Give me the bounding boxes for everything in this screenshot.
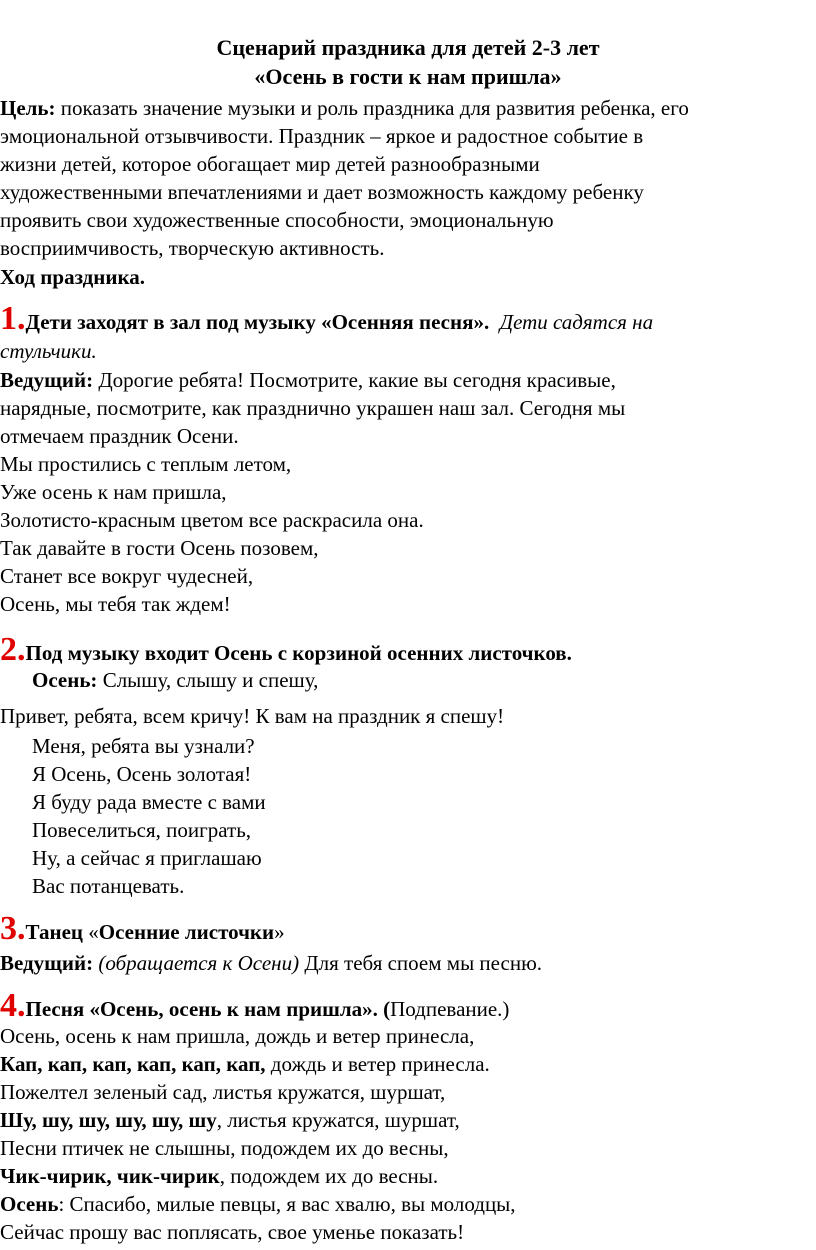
goal-line: художественными впечатлениями и дает возможность каждому ребенку [0,180,644,204]
goal-line: жизни детей, которое обогащает мир детей разнообразными [0,152,540,176]
speaker-label: Осень [0,1192,59,1216]
dialog-text: Дорогие ребята! Посмотрите, какие вы сегодня красивые, [98,368,616,392]
section-number: 1. [0,300,26,337]
goal-line: эмоциональной отзывчивости. Праздник – яркое и радостное событие в [0,124,644,148]
speaker-label: Осень: [32,668,98,692]
verse-line: Осень, мы тебя так ждем! [0,592,231,616]
stage-direction: Дети садятся на [499,310,654,334]
speaker-label: Ведущий: [0,368,94,392]
song-line: Пожелтел зеленый сад, листья кружатся, шуршат, [0,1080,446,1104]
section-3-heading-line [0,910,285,947]
page-subtitle: «Осень в гости к нам пришла» [254,64,562,89]
verse-line: Повеселиться, поиграть, [32,818,252,842]
song-line [0,1106,460,1134]
section-number: 4. [0,987,26,1024]
dialog-text: Для тебя споем мы песню. [304,951,543,975]
song-line: Песни птичек не слышны, подождем их до весны, [0,1136,449,1160]
goal-label: Цель: [0,96,56,120]
goal-line: проявить свои художественные способности, эмоциональную [0,208,554,232]
verse-line: Я буду рада вместе с вами [32,790,266,814]
verse-line: Золотисто-красным цветом все раскрасила она. [0,508,424,532]
dialog-line [0,949,542,977]
quote-mark: « [88,920,99,944]
section-4-heading-line [0,987,510,1024]
verse-line: Привет, ребята, всем кричу! К вам на праздник я спешу! [0,704,505,728]
goal-line: восприимчивость, творческую активность. [0,236,385,260]
verse-line: Так давайте в гости Осень позовем, [0,536,319,560]
verse-line: Уже осень к нам пришла, [0,480,227,504]
song-text: , подождем их до весны. [219,1164,439,1188]
section-number: 3. [0,910,26,947]
section-heading: Песня «Осень, осень к нам пришла». ( [25,997,391,1021]
verse-line: Я Осень, Осень золотая! [32,762,252,786]
section-number: 2. [0,631,26,668]
dialog-line: отмечаем праздник Осени. [0,424,239,448]
stage-direction: стульчики. [0,339,97,363]
song-line [0,1050,490,1078]
verse-line: Ну, а сейчас я приглашаю [32,846,262,870]
section-1-heading-line [0,300,654,337]
dialog-line: нарядные, посмотрите, как празднично украшен наш зал. Сегодня мы [0,396,626,420]
quote-mark: » [274,920,285,944]
dialog-line [32,666,318,694]
dance-title: Осенние листочки [98,920,275,944]
section-heading: Под музыку входит Осень с корзиной осенних листочков. [25,641,572,665]
dialog-line: Сейчас прошу вас поплясать, свое уменье показать! [0,1220,465,1244]
verse-line: Меня, ребята вы узнали? [32,734,255,758]
verse-line: Мы простились с теплым летом, [0,452,292,476]
song-refrain: Чик-чирик, чик-чирик [0,1164,220,1188]
section-heading: Дети заходят в зал под музыку «Осенняя песня». [25,310,490,334]
song-refrain: Кап, кап, кап, кап, кап, кап, [0,1052,266,1076]
dialog-text: Слышу, слышу и спешу, [102,668,319,692]
song-refrain: Шу, шу, шу, шу, шу, шу [0,1108,217,1132]
section-2-heading-line [0,631,572,668]
verse-line: Вас потанцевать. [32,874,185,898]
song-line: Осень, осень к нам пришла, дождь и ветер принесла, [0,1024,475,1048]
speaker-label: Ведущий: [0,951,94,975]
dialog-line [0,1190,516,1218]
song-line [0,1162,438,1190]
stage-direction: (обращается к Осени) [98,951,300,975]
goal-line [0,94,689,122]
section-heading: Танец [25,920,84,944]
dialog-text: : Спасибо, милые певцы, я вас хвалю, вы молодцы, [58,1192,516,1216]
dialog-line [0,366,616,394]
section-subnote: Подпевание.) [390,997,510,1021]
goal-text: показать значение музыки и роль праздника для развития ребенка, его [60,96,689,120]
song-text: , листья кружатся, шуршат, [216,1108,460,1132]
course-heading: Ход праздника. [0,265,145,289]
song-text: дождь и ветер принесла. [270,1052,490,1076]
verse-line: Станет все вокруг чудесней, [0,564,254,588]
page-title: Сценарий праздника для детей 2-3 лет [216,35,600,60]
